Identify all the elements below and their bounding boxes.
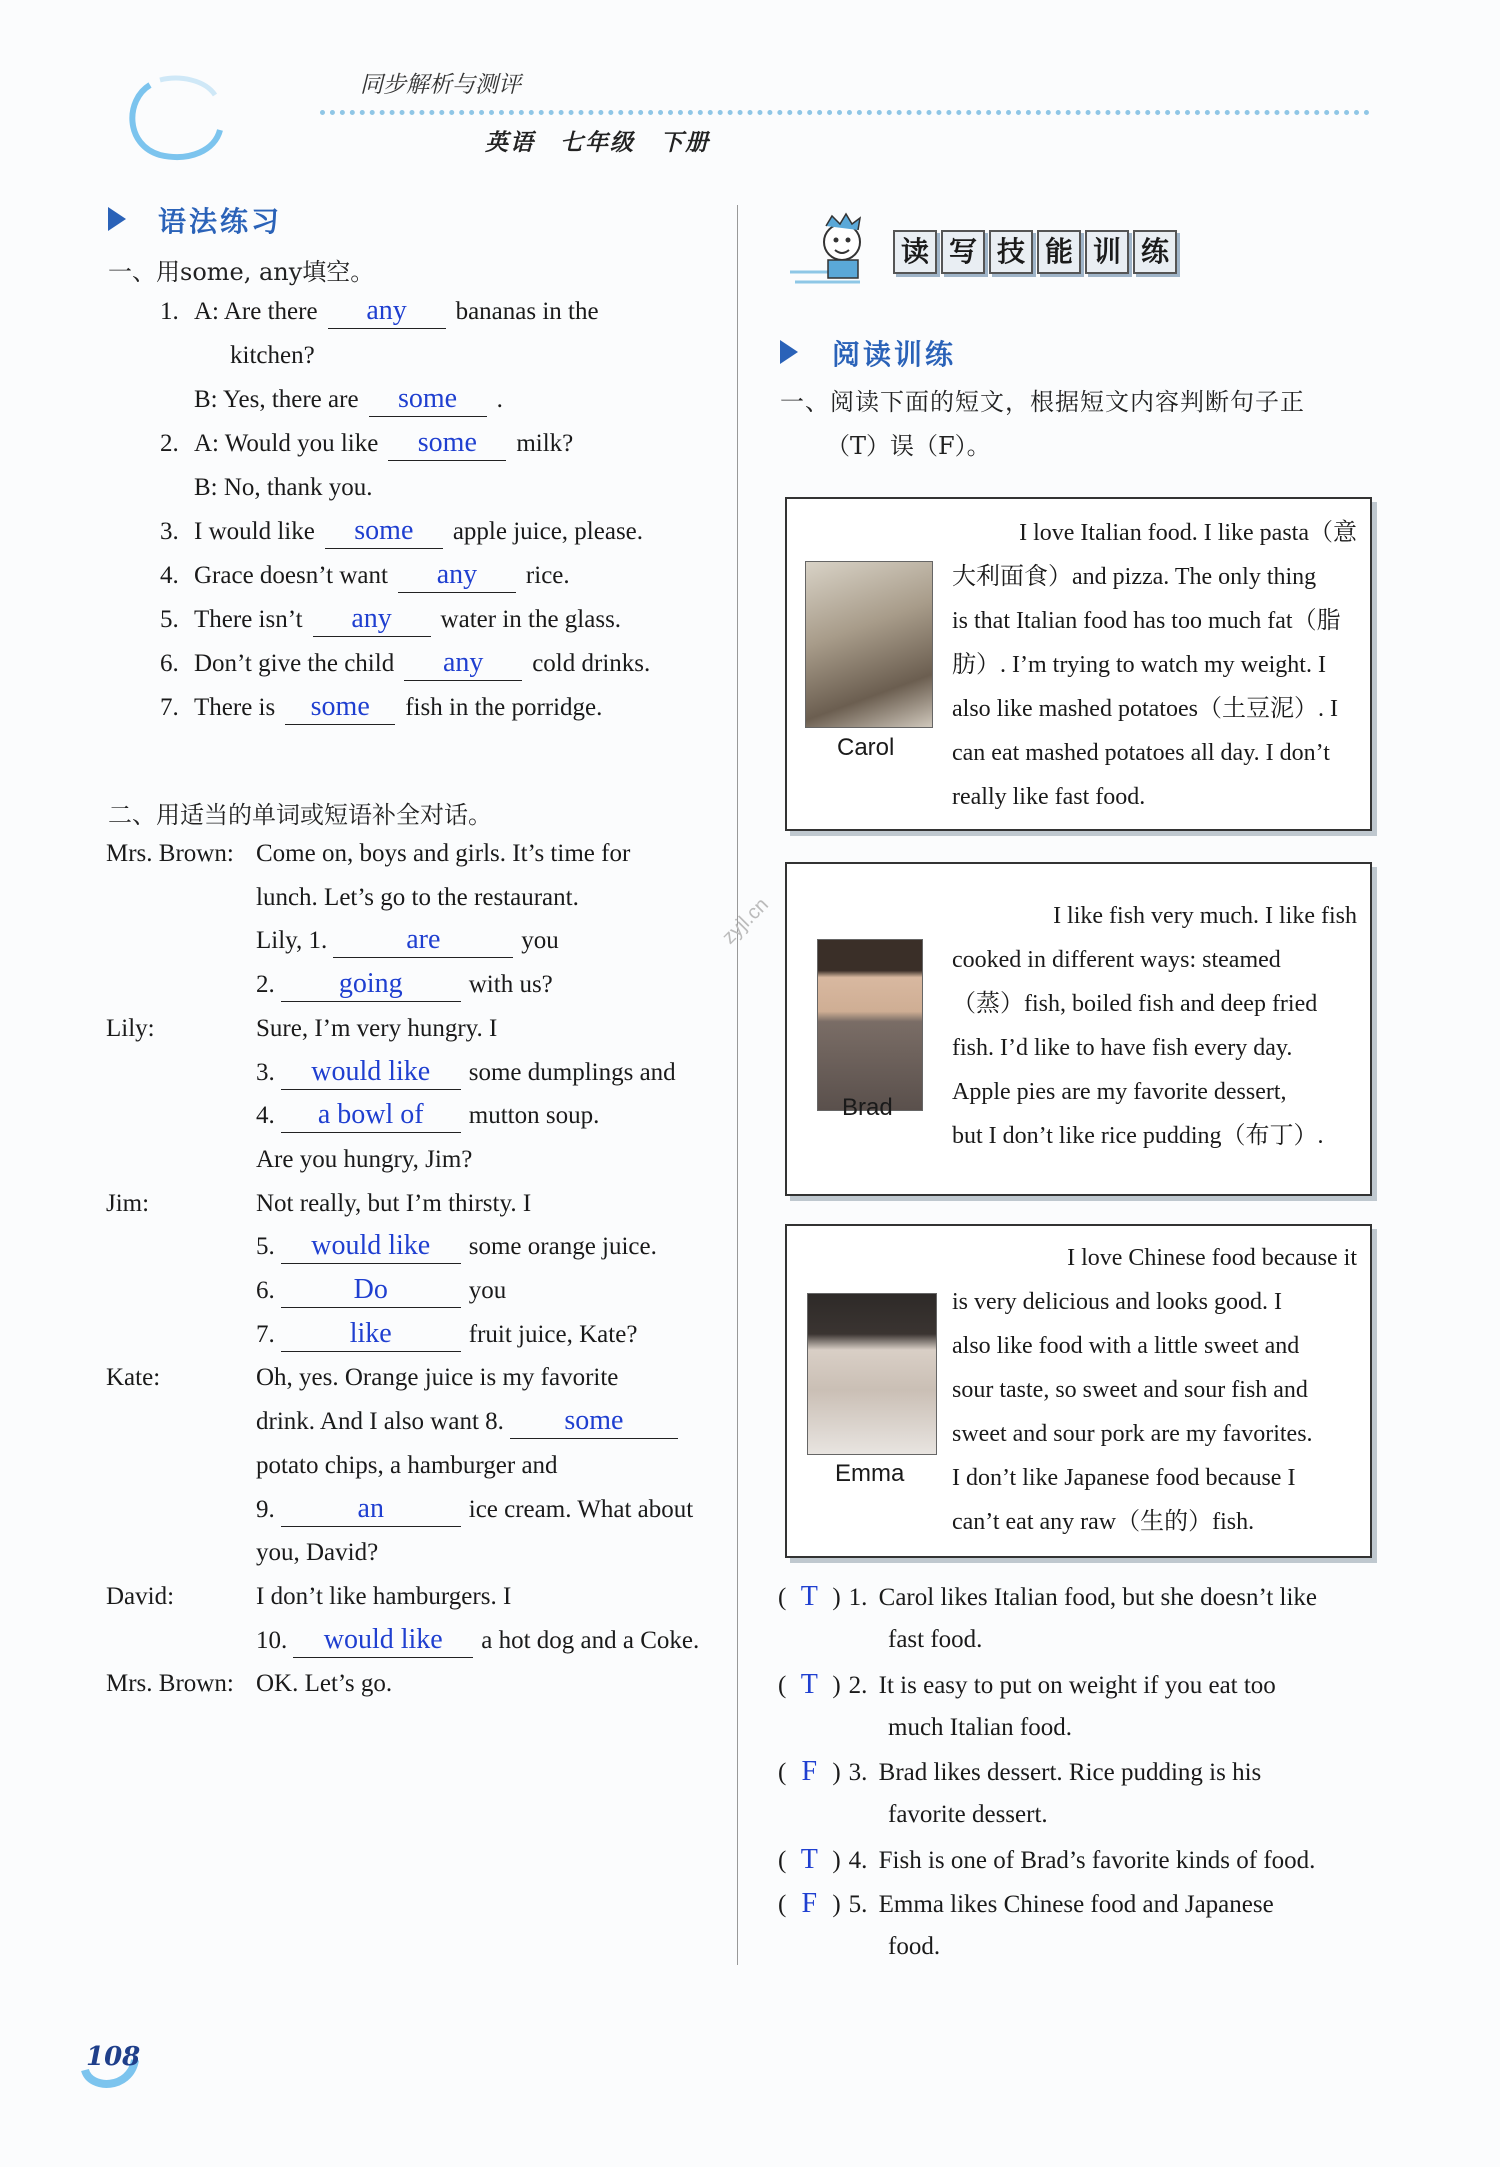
brad-text: [952, 894, 1357, 1158]
tf-question: ( T ) 2. It is easy to put on weight if you eat too: [778, 1663, 1276, 1708]
exercise-item: [160, 554, 570, 598]
dialogue-text: Not really, but I’m thirsty. I: [256, 1189, 532, 1217]
dialogue-line: [106, 1619, 699, 1663]
carol-text: [952, 511, 1357, 819]
passage-line: 肪）. I’m trying to watch my weight. I: [952, 652, 1326, 678]
carol-caption: Carol: [837, 734, 895, 761]
answer-blank[interactable]: are: [333, 923, 513, 958]
answer-blank[interactable]: some: [285, 690, 395, 725]
speaker-name: Jim:: [106, 1189, 150, 1217]
dialogue-text: potato chips, a hamburger and: [256, 1451, 558, 1479]
question-number: 4.: [848, 1847, 868, 1874]
question-text: Fish is one of Brad’s favorite kinds of food.: [878, 1847, 1316, 1874]
brad-photo: [817, 939, 923, 1111]
passage-emma: [785, 1224, 1372, 1558]
header-title: 同步解析与测评: [360, 72, 521, 98]
dialogue-line: [106, 1138, 472, 1182]
banner-tile: 技: [989, 230, 1033, 274]
question-text: food.: [888, 1933, 941, 1960]
item-text: fish in the porridge.: [405, 694, 603, 721]
dialogue-text: 10.: [256, 1626, 288, 1654]
banner-tile: 练: [1133, 230, 1177, 274]
item-number: 3.: [160, 518, 179, 545]
reading-section-title: 阅读训练: [832, 338, 957, 371]
dialogue-line: [106, 1400, 686, 1444]
dialogue-line: [106, 1488, 693, 1532]
dialogue-text: you: [521, 927, 559, 955]
dialogue-text: 9.: [256, 1495, 275, 1523]
dialogue-text: Lily, 1.: [256, 927, 328, 955]
passage-line: I love Italian food. I like pasta（意: [1019, 520, 1357, 546]
answer-blank[interactable]: would like: [281, 1055, 461, 1090]
tf-question: ( T ) 1. Carol likes Italian food, but she doesn’t like: [778, 1575, 1317, 1620]
tf-question: ( T ) 4. Fish is one of Brad’s favorite kinds of food.: [778, 1838, 1315, 1883]
tf-answer[interactable]: F: [801, 1756, 818, 1787]
dialogue-text: Sure, I’m very hungry. I: [256, 1014, 498, 1042]
item-text: rice.: [525, 562, 570, 589]
dialogue-line: [106, 1531, 378, 1575]
tf-question: ( F ) 3. Brad likes dessert. Rice pudding is his: [778, 1750, 1261, 1795]
banner-tile: 读: [893, 230, 937, 274]
item-number: 5.: [160, 606, 179, 633]
dialogue-text: Come on, boys and girls. It’s time for: [256, 840, 631, 867]
exercise-item: [160, 466, 372, 510]
tf-answer[interactable]: T: [800, 1844, 818, 1875]
part2-instruction: 二、用适当的单词或短语补全对话。: [108, 801, 492, 829]
question-number: 5.: [848, 1891, 868, 1918]
dialogue-line: [106, 832, 630, 876]
item-text: A: Would you like: [194, 430, 379, 457]
speaker-name: David:: [106, 1582, 175, 1610]
dialogue-text: 6.: [256, 1277, 275, 1304]
passage-carol: [785, 497, 1372, 831]
dialogue-text: fruit juice, Kate?: [468, 1320, 638, 1348]
item-text: water in the glass.: [440, 606, 622, 633]
banner-tile: 能: [1037, 230, 1081, 274]
dialogue-text: Are you hungry, Jim?: [256, 1145, 473, 1173]
item-text: Grace doesn’t want: [194, 562, 388, 589]
header-dotted-rule: [320, 110, 1370, 115]
item-text: There is: [194, 694, 276, 721]
dialogue-text: ice cream. What about: [468, 1495, 694, 1523]
item-text: milk?: [516, 430, 574, 457]
question-text: fast food.: [888, 1626, 983, 1653]
dialogue-text: 5.: [256, 1233, 275, 1261]
dialogue-line: [106, 1007, 497, 1051]
exercise-item: [160, 642, 650, 686]
passage-line: sweet and sour pork are my favorites.: [952, 1421, 1313, 1447]
answer-blank[interactable]: would like: [281, 1229, 461, 1264]
dialogue-line: [106, 963, 553, 1007]
item-text: There isn’t: [194, 606, 303, 633]
dialogue-line: [106, 1575, 511, 1619]
dialogue-text: some dumplings and: [468, 1058, 676, 1086]
passage-line: really like fast food.: [952, 784, 1146, 810]
passage-line: fish. I’d like to have fish every day.: [952, 1035, 1293, 1061]
passage-line: （蒸）fish, boiled fish and deep fried: [952, 991, 1318, 1017]
banner-mascot-icon: [790, 212, 890, 292]
dialogue-text: 7.: [256, 1320, 275, 1348]
dialogue-text: you: [468, 1277, 507, 1304]
passage-brad: [785, 862, 1372, 1196]
dialogue-text: lunch. Let’s go to the restaurant.: [256, 883, 579, 911]
tf-question: ( F ) 5. Emma likes Chinese food and Japanese: [778, 1882, 1274, 1927]
tf-answer[interactable]: F: [801, 1888, 818, 1919]
passage-line: I don’t like Japanese food because I: [952, 1465, 1296, 1491]
question-text: much Italian food.: [888, 1714, 1072, 1741]
passage-line: 大利面食）and pizza. The only thing: [952, 564, 1317, 590]
emma-caption: Emma: [835, 1460, 905, 1487]
question-text: favorite dessert.: [888, 1801, 1048, 1828]
dialogue-line: [106, 1313, 637, 1357]
banner-tile: 写: [941, 230, 985, 274]
item-text: I would like: [194, 518, 315, 545]
dialogue-text: OK. Let’s go.: [256, 1670, 393, 1698]
passage-line: but I don’t like rice pudding（布丁）.: [952, 1123, 1324, 1149]
dialogue-text: 4.: [256, 1102, 275, 1130]
dialogue-line: [106, 876, 579, 920]
answer-blank[interactable]: an: [281, 1492, 461, 1527]
item-text: bananas in the: [455, 298, 599, 325]
part1-instruction: 一、用some, any填空。: [108, 258, 375, 286]
dialogue-line: [106, 1225, 657, 1269]
skills-banner: [893, 230, 1181, 274]
answer-blank[interactable]: would like: [293, 1623, 473, 1658]
banner-tile: 训: [1085, 230, 1129, 274]
item-text: A: Are there: [194, 298, 318, 325]
header-subtitle: 英语 七年级 下册: [485, 130, 710, 156]
dialogue-text: a hot dog and a Coke.: [481, 1626, 700, 1654]
page-number: 108: [86, 2042, 141, 2072]
dialogue-line: [106, 1051, 676, 1095]
tf-question-cont: [888, 1925, 940, 1969]
answer-blank[interactable]: going: [281, 967, 461, 1002]
answer-blank[interactable]: some: [369, 382, 487, 417]
watermark: zyjl.cn: [718, 893, 773, 949]
dialogue-text: some orange juice.: [468, 1233, 657, 1261]
item-number: 6.: [160, 650, 179, 677]
speaker-name: Kate:: [106, 1364, 161, 1392]
question-number: 2.: [848, 1672, 868, 1699]
emma-text: [952, 1236, 1357, 1544]
passage-line: sour taste, so sweet and sour fish and: [952, 1377, 1308, 1403]
passage-line: I like fish very much. I like fish: [1053, 903, 1357, 929]
dialogue-text: you, David?: [256, 1539, 379, 1567]
exercise-item: [160, 598, 621, 642]
answer-blank[interactable]: Do: [281, 1273, 461, 1308]
header-logo-swirl: [120, 70, 230, 170]
reading-instruction-line2: （T）误（F）。: [826, 432, 991, 460]
grammar-section-title: 语法练习: [158, 205, 283, 238]
passage-line: I love Chinese food because it: [1067, 1245, 1357, 1271]
section-arrow-icon: [780, 340, 798, 364]
dialogue-text: with us?: [468, 971, 553, 999]
passage-line: can’t eat any raw（生的）fish.: [952, 1509, 1255, 1535]
passage-line: is very delicious and looks good. I: [952, 1289, 1282, 1315]
item-text: kitchen?: [230, 342, 315, 369]
exercise-item: [160, 290, 599, 334]
exercise-item: [160, 422, 573, 466]
item-text: cold drinks.: [532, 650, 651, 677]
question-text: Carol likes Italian food, but she doesn’t like: [878, 1584, 1317, 1611]
question-number: 3.: [848, 1759, 868, 1786]
question-text: Emma likes Chinese food and Japanese: [878, 1891, 1274, 1918]
dialogue-line: [106, 1444, 558, 1488]
dialogue-text: drink. And I also want 8.: [256, 1408, 504, 1436]
exercise-item: [160, 686, 602, 730]
dialogue-text: mutton soup.: [468, 1102, 600, 1130]
exercise-item: [160, 334, 315, 378]
item-number: 4.: [160, 562, 179, 589]
speaker-name: Lily:: [106, 1014, 155, 1042]
exercise-item: [160, 378, 503, 422]
tf-answer[interactable]: T: [800, 1581, 818, 1612]
item-text: Don’t give the child: [194, 650, 395, 677]
item-number: 2.: [160, 430, 179, 457]
answer-blank[interactable]: any: [398, 558, 516, 593]
speaker-name: Mrs. Brown:: [106, 840, 234, 867]
tf-answer[interactable]: T: [800, 1669, 818, 1700]
question-text: Brad likes dessert. Rice pudding is his: [878, 1759, 1262, 1786]
carol-photo: [805, 561, 933, 728]
passage-line: is that Italian food has too much fat（脂: [952, 608, 1341, 634]
answer-blank[interactable]: some: [325, 514, 443, 549]
dialogue-line: [106, 1094, 599, 1138]
answer-blank[interactable]: any: [404, 646, 522, 681]
tf-question-cont: [888, 1793, 1048, 1837]
passage-line: can eat mashed potatoes all day. I don’t: [952, 740, 1330, 766]
question-text: It is easy to put on weight if you eat too: [878, 1672, 1276, 1699]
dialogue-text: 3.: [256, 1058, 275, 1086]
dialogue-text: Oh, yes. Orange juice is my favorite: [256, 1364, 619, 1392]
emma-photo: [807, 1293, 937, 1455]
item-text: B: No, thank you.: [194, 474, 373, 501]
dialogue-line: [106, 919, 559, 963]
dialogue-line: [106, 1356, 618, 1400]
passage-line: Apple pies are my favorite dessert,: [952, 1079, 1287, 1105]
item-number: 7.: [160, 694, 179, 721]
dialogue-line: [106, 1269, 506, 1313]
exercise-item: [160, 510, 643, 554]
tf-question-cont: [888, 1618, 982, 1662]
answer-blank[interactable]: like: [281, 1317, 461, 1352]
section-arrow-icon: [108, 207, 126, 231]
passage-line: also like food with a little sweet and: [952, 1333, 1300, 1359]
answer-blank[interactable]: any: [328, 294, 446, 329]
column-divider: [737, 205, 738, 1965]
speaker-name: Mrs. Brown:: [106, 1670, 234, 1698]
item-text: apple juice, please.: [452, 518, 644, 545]
dialogue-text: 2.: [256, 971, 275, 999]
question-number: 1.: [848, 1584, 868, 1611]
answer-blank[interactable]: any: [313, 602, 431, 637]
tf-question-cont: [888, 1706, 1072, 1750]
reading-instruction-line1: 一、阅读下面的短文，根据短文内容判断句子正: [780, 388, 1305, 416]
item-text: .: [496, 386, 503, 413]
dialogue-line: [106, 1662, 392, 1706]
answer-blank[interactable]: some: [510, 1404, 678, 1439]
item-number: 1.: [160, 298, 179, 325]
passage-line: also like mashed potatoes（土豆泥）. I: [952, 696, 1338, 722]
answer-blank[interactable]: a bowl of: [281, 1098, 461, 1133]
brad-caption: Brad: [842, 1094, 893, 1121]
item-text: B: Yes, there are: [194, 386, 359, 413]
dialogue-text: I don’t like hamburgers. I: [256, 1582, 512, 1610]
dialogue-line: [106, 1182, 531, 1226]
passage-line: cooked in different ways: steamed: [952, 947, 1281, 973]
answer-blank[interactable]: some: [388, 426, 506, 461]
